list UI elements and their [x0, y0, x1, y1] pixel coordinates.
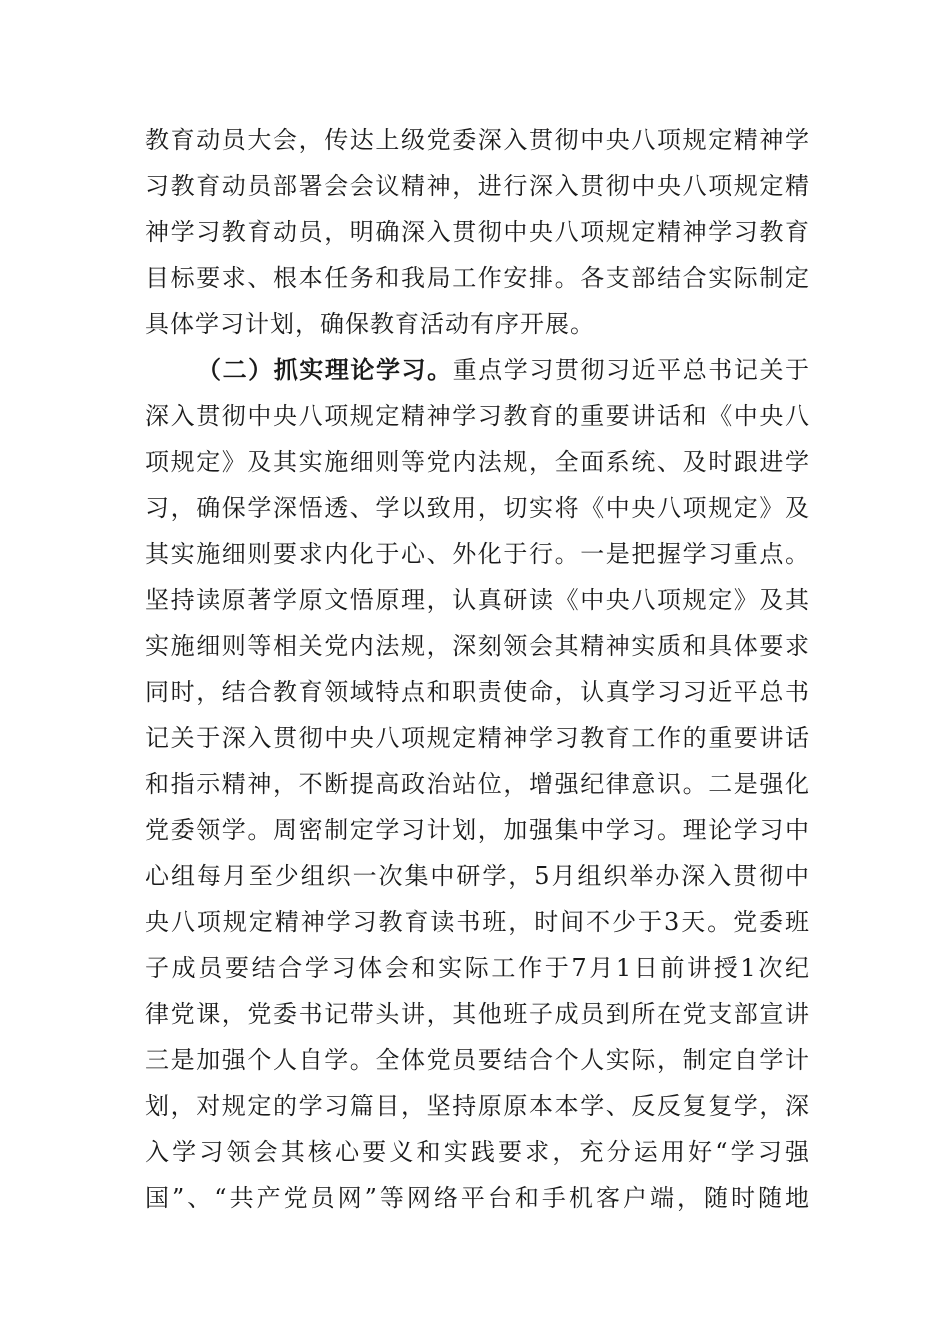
text-run: 重点学习贯彻习近平总书记关于: [452, 356, 810, 384]
text-line: 心组每月至少组织一次集中研学，5月组织举办深入贯彻中: [145, 862, 810, 890]
text-line: 实施细则等相关党内法规，深刻领会其精神实质和具体要求: [145, 632, 810, 660]
text-line: 党委领学。周密制定学习计划，加强集中学习。理论学习中: [145, 816, 810, 844]
text-line: [145, 347, 810, 393]
text-line: 记关于深入贯彻中央八项规定精神学习教育工作的重要讲话: [145, 724, 810, 752]
text-line: 坚持读原著学原文悟原理，认真研读《中央八项规定》及其: [145, 586, 810, 614]
paragraph-2: [145, 347, 810, 1221]
text-line: 其实施细则要求内化于心、外化于行。一是把握学习重点。: [145, 540, 810, 568]
paragraph-1: [145, 117, 810, 347]
text-line: 神学习教育动员，明确深入贯彻中央八项规定精神学习教育: [145, 218, 810, 246]
text-line: 入学习领会其核心要义和实践要求，充分运用好“学习强: [145, 1138, 810, 1166]
text-line: 习，确保学深悟透、学以致用，切实将《中央八项规定》及: [145, 494, 810, 522]
text-line: 习教育动员部署会会议精神，进行深入贯彻中央八项规定精: [145, 172, 810, 200]
text-line: 国”、“共产党员网”等网络平台和手机客户端，随时随地: [145, 1184, 810, 1212]
text-line: 划，对规定的学习篇目，坚持原原本本学、反反复复学，深: [145, 1092, 810, 1120]
text-line: 央八项规定精神学习教育读书班，时间不少于3天。党委班: [145, 908, 810, 936]
text-line: 三是加强个人自学。全体党员要结合个人实际，制定自学计: [145, 1046, 810, 1074]
text-line: 和指示精神，不断提高政治站位，增强纪律意识。二是强化: [145, 770, 810, 798]
text-line: 子成员要结合学习体会和实际工作于7月1日前讲授1次纪: [145, 954, 810, 982]
text-line: 目标要求、根本任务和我局工作安排。各支部结合实际制定: [145, 264, 810, 292]
section-heading: （二）抓实理论学习。: [197, 355, 453, 384]
text-line: 具体学习计划，确保教育活动有序开展。: [145, 310, 595, 338]
text-line: 同时，结合教育领域特点和职责使命，认真学习习近平总书: [145, 678, 810, 706]
document-body: [145, 117, 810, 1221]
text-line: 律党课，党委书记带头讲，其他班子成员到所在党支部宣讲: [145, 1000, 810, 1028]
text-line: 项规定》及其实施细则等党内法规，全面系统、及时跟进学: [145, 448, 810, 476]
text-line: 教育动员大会，传达上级党委深入贯彻中央八项规定精神学: [145, 126, 810, 154]
text-line: 深入贯彻中央八项规定精神学习教育的重要讲话和《中央八: [145, 402, 810, 430]
